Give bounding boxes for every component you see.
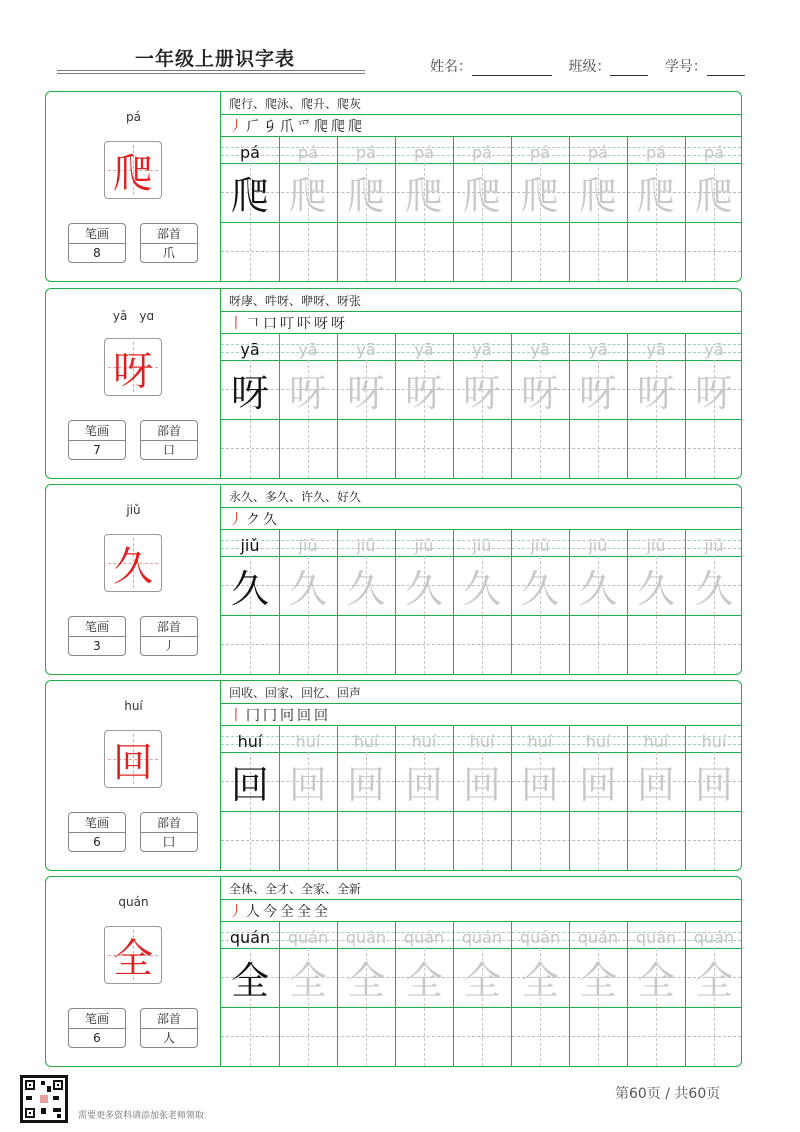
stroke-count-value: 7 bbox=[93, 443, 101, 457]
grid-line bbox=[221, 311, 741, 312]
practice-character[interactable]: 回 bbox=[288, 762, 327, 807]
practice-character: 回 bbox=[230, 762, 269, 807]
practice-character[interactable]: 久 bbox=[404, 566, 443, 611]
stroke-count-box bbox=[68, 812, 126, 852]
practice-character[interactable]: 呀 bbox=[578, 370, 617, 415]
character-pinyin: jiǔ bbox=[126, 503, 141, 517]
stroke-step: 爫 bbox=[297, 119, 311, 135]
radical-box bbox=[140, 812, 198, 852]
practice-character[interactable]: 爬 bbox=[578, 173, 617, 218]
practice-grid bbox=[221, 485, 741, 674]
target-character: 全 bbox=[113, 935, 153, 982]
practice-pinyin[interactable]: huí bbox=[643, 732, 669, 751]
stroke-count-value: 8 bbox=[93, 246, 101, 260]
character-pinyin: yā yɑ bbox=[112, 309, 155, 323]
stroke-step: 今 bbox=[263, 904, 277, 920]
radical-box bbox=[140, 1008, 198, 1048]
page-title: 一年级上册识字表 bbox=[134, 48, 295, 70]
stroke-order bbox=[229, 706, 328, 724]
practice-character[interactable]: 全 bbox=[288, 958, 327, 1003]
character-info-panel bbox=[46, 485, 221, 674]
practice-grid bbox=[221, 681, 741, 870]
practice-pinyin[interactable]: huí bbox=[701, 732, 727, 751]
stroke-count-value: 6 bbox=[93, 1031, 101, 1045]
stroke-count-value: 6 bbox=[93, 835, 101, 849]
practice-pinyin[interactable]: yā bbox=[414, 340, 434, 359]
practice-pinyin[interactable]: huí bbox=[527, 732, 553, 751]
radical-value: 口 bbox=[162, 443, 175, 457]
example-words: 回收、回家、回忆、回声 bbox=[229, 686, 362, 700]
stroke-step: 呀 bbox=[314, 316, 328, 332]
practice-pinyin: yā bbox=[240, 340, 260, 359]
practice-pinyin[interactable]: jiǔ bbox=[530, 536, 550, 555]
character-box bbox=[104, 534, 162, 592]
example-words: 永久、多久、许久、好久 bbox=[229, 490, 362, 504]
practice-pinyin[interactable]: jiǔ bbox=[472, 536, 492, 555]
practice-pinyin[interactable]: pá bbox=[646, 143, 666, 162]
radical-label: 部首 bbox=[141, 1009, 197, 1029]
stroke-step: 久 bbox=[263, 512, 277, 528]
target-character: 爬 bbox=[113, 150, 153, 197]
practice-character: 久 bbox=[230, 566, 269, 611]
grid-line bbox=[221, 1007, 741, 1008]
practice-character[interactable]: 呀 bbox=[346, 370, 385, 415]
radical-label: 部首 bbox=[141, 617, 197, 637]
stroke-step: 口 bbox=[263, 316, 277, 332]
stroke-step: 冋 bbox=[280, 708, 294, 724]
stroke-step: 冂 bbox=[246, 708, 260, 724]
character-card bbox=[45, 876, 742, 1067]
student-info bbox=[430, 56, 757, 76]
practice-character[interactable]: 全 bbox=[346, 958, 385, 1003]
practice-character[interactable]: 久 bbox=[462, 566, 501, 611]
practice-character[interactable]: 回 bbox=[520, 762, 559, 807]
practice-pinyin[interactable]: yā bbox=[472, 340, 492, 359]
stroke-step: 全 bbox=[297, 904, 311, 920]
practice-character[interactable]: 爬 bbox=[288, 173, 327, 218]
practice-character[interactable]: 呀 bbox=[462, 370, 501, 415]
practice-pinyin[interactable]: pá bbox=[530, 143, 550, 162]
stroke-count-box bbox=[68, 420, 126, 460]
practice-character[interactable]: 久 bbox=[288, 566, 327, 611]
practice-character[interactable]: 爬 bbox=[694, 173, 733, 218]
title-underline bbox=[57, 73, 365, 74]
stroke-count-label: 笔画 bbox=[69, 1009, 125, 1029]
stroke-step: 爬 bbox=[331, 119, 345, 135]
practice-character[interactable]: 全 bbox=[578, 958, 617, 1003]
practice-pinyin[interactable]: quán bbox=[519, 928, 561, 947]
practice-character[interactable]: 爬 bbox=[404, 173, 443, 218]
practice-character[interactable]: 全 bbox=[636, 958, 675, 1003]
grid-line bbox=[221, 703, 741, 704]
practice-character[interactable]: 呀 bbox=[520, 370, 559, 415]
practice-pinyin[interactable]: yā bbox=[588, 340, 608, 359]
stroke-step: 𠂎 bbox=[263, 119, 277, 135]
grid-line bbox=[221, 114, 741, 115]
stroke-step: 𠂆 bbox=[246, 119, 260, 135]
practice-pinyin[interactable]: quán bbox=[577, 928, 619, 947]
practice-character[interactable]: 呀 bbox=[694, 370, 733, 415]
char-guide-line bbox=[221, 840, 741, 841]
practice-pinyin[interactable]: pá bbox=[298, 143, 318, 162]
practice-character: 呀 bbox=[230, 370, 269, 415]
example-words: 全体、全才、全家、全新 bbox=[229, 882, 362, 896]
practice-grid bbox=[221, 877, 741, 1066]
grid-line bbox=[221, 921, 741, 922]
practice-character[interactable]: 久 bbox=[578, 566, 617, 611]
class-field[interactable]: 班级： bbox=[568, 59, 648, 75]
practice-pinyin[interactable]: jiǔ bbox=[414, 536, 434, 555]
practice-character[interactable]: 呀 bbox=[288, 370, 327, 415]
stroke-step: 丿 bbox=[229, 904, 243, 920]
practice-pinyin[interactable]: quán bbox=[635, 928, 677, 947]
practice-pinyin[interactable]: yā bbox=[530, 340, 550, 359]
practice-character[interactable]: 久 bbox=[694, 566, 733, 611]
character-pinyin: huí bbox=[124, 699, 143, 713]
practice-pinyin[interactable]: pá bbox=[588, 143, 608, 162]
radical-value: 爪 bbox=[162, 246, 175, 260]
practice-character[interactable]: 回 bbox=[636, 762, 675, 807]
avatar-icon bbox=[39, 1094, 49, 1104]
stroke-count-label: 笔画 bbox=[69, 421, 125, 441]
stroke-order bbox=[229, 314, 345, 332]
radical-box bbox=[140, 616, 198, 656]
character-info-panel bbox=[46, 681, 221, 870]
practice-pinyin[interactable]: yā bbox=[704, 340, 724, 359]
practice-pinyin[interactable]: huí bbox=[295, 732, 321, 751]
character-card bbox=[45, 288, 742, 479]
stroke-order bbox=[229, 117, 362, 135]
practice-character[interactable]: 爬 bbox=[346, 173, 385, 218]
practice-character[interactable]: 回 bbox=[346, 762, 385, 807]
stroke-step: 叮 bbox=[280, 316, 294, 332]
grid-line bbox=[221, 615, 741, 616]
stroke-step: 回 bbox=[297, 708, 311, 724]
practice-character[interactable]: 爬 bbox=[636, 173, 675, 218]
title-underline bbox=[57, 70, 365, 71]
stroke-step: 吓 bbox=[297, 316, 311, 332]
stroke-step: 呀 bbox=[331, 316, 345, 332]
grid-line bbox=[221, 811, 741, 812]
target-character: 呀 bbox=[113, 347, 153, 394]
name-field[interactable]: 姓名： bbox=[430, 59, 552, 75]
practice-pinyin[interactable]: quán bbox=[693, 928, 735, 947]
stroke-count-box bbox=[68, 223, 126, 263]
stroke-count-value: 3 bbox=[93, 639, 101, 653]
practice-character[interactable]: 呀 bbox=[636, 370, 675, 415]
radical-label: 部首 bbox=[141, 224, 197, 244]
stroke-count-label: 笔画 bbox=[69, 224, 125, 244]
practice-pinyin: pá bbox=[240, 143, 260, 162]
practice-character[interactable]: 久 bbox=[636, 566, 675, 611]
stroke-order bbox=[229, 902, 328, 920]
char-guide-line bbox=[221, 251, 741, 252]
stroke-count-label: 笔画 bbox=[69, 813, 125, 833]
stroke-step: 回 bbox=[314, 708, 328, 724]
grid-line bbox=[221, 419, 741, 420]
practice-pinyin[interactable]: jiǔ bbox=[356, 536, 376, 555]
practice-pinyin[interactable]: quán bbox=[345, 928, 387, 947]
practice-character[interactable]: 全 bbox=[404, 958, 443, 1003]
practice-pinyin[interactable]: quán bbox=[461, 928, 503, 947]
character-pinyin: pá bbox=[126, 110, 141, 124]
char-guide-line bbox=[221, 1036, 741, 1037]
stroke-step: 爪 bbox=[280, 119, 294, 135]
practice-pinyin[interactable]: yā bbox=[646, 340, 666, 359]
radical-value: 丿 bbox=[162, 639, 175, 653]
practice-grid bbox=[221, 92, 741, 281]
target-character: 久 bbox=[113, 543, 153, 590]
practice-pinyin[interactable]: pá bbox=[414, 143, 434, 162]
practice-pinyin[interactable]: jiǔ bbox=[588, 536, 608, 555]
stroke-step: 爬 bbox=[348, 119, 362, 135]
practice-character[interactable]: 回 bbox=[462, 762, 501, 807]
stroke-step: ク bbox=[246, 512, 260, 528]
grid-line bbox=[221, 725, 741, 726]
stroke-order bbox=[229, 510, 277, 528]
practice-character[interactable]: 全 bbox=[520, 958, 559, 1003]
practice-character[interactable]: 呀 bbox=[404, 370, 443, 415]
stroke-step: 全 bbox=[314, 904, 328, 920]
stroke-step: 冂 bbox=[263, 708, 277, 724]
stroke-step: 丨 bbox=[229, 316, 243, 332]
practice-character[interactable]: 爬 bbox=[462, 173, 501, 218]
practice-character: 爬 bbox=[230, 173, 269, 218]
character-card bbox=[45, 91, 742, 282]
practice-pinyin[interactable]: huí bbox=[469, 732, 495, 751]
practice-pinyin: quán bbox=[229, 928, 271, 947]
character-card bbox=[45, 484, 742, 675]
stroke-count-label: 笔画 bbox=[69, 617, 125, 637]
practice-character[interactable]: 爬 bbox=[520, 173, 559, 218]
grid-line bbox=[221, 333, 741, 334]
char-guide-line bbox=[221, 448, 741, 449]
practice-pinyin[interactable]: jiǔ bbox=[298, 536, 318, 555]
practice-grid bbox=[221, 289, 741, 478]
practice-character[interactable]: 全 bbox=[694, 958, 733, 1003]
practice-pinyin[interactable]: pá bbox=[356, 143, 376, 162]
page-number: 第60页 / 共60页 bbox=[615, 1086, 721, 1102]
example-words: 爬行、爬泳、爬升、爬灰 bbox=[229, 97, 362, 111]
practice-pinyin[interactable]: yā bbox=[356, 340, 376, 359]
stroke-step: 全 bbox=[280, 904, 294, 920]
practice-character: 全 bbox=[230, 958, 269, 1003]
grid-line bbox=[221, 529, 741, 530]
practice-character[interactable]: 回 bbox=[578, 762, 617, 807]
practice-pinyin[interactable]: jiǔ bbox=[646, 536, 666, 555]
grid-line bbox=[221, 899, 741, 900]
practice-pinyin: jiǔ bbox=[240, 536, 260, 555]
practice-pinyin[interactable]: quán bbox=[287, 928, 329, 947]
practice-pinyin[interactable]: jiǔ bbox=[704, 536, 724, 555]
practice-character[interactable]: 回 bbox=[404, 762, 443, 807]
character-info-panel bbox=[46, 877, 221, 1066]
stroke-step: 丨 bbox=[229, 708, 243, 724]
practice-pinyin[interactable]: pá bbox=[704, 143, 724, 162]
student-number-field[interactable]: 学号： bbox=[665, 59, 745, 75]
footer-note: 需要更多资料请添加张老师领取 bbox=[78, 1111, 205, 1121]
grid-line bbox=[221, 222, 741, 223]
stroke-step: 𠃍 bbox=[246, 316, 260, 332]
character-box bbox=[104, 730, 162, 788]
practice-character[interactable]: 久 bbox=[520, 566, 559, 611]
practice-pinyin: huí bbox=[237, 732, 263, 751]
character-box bbox=[104, 926, 162, 984]
stroke-step: 丿 bbox=[229, 512, 243, 528]
qr-code[interactable] bbox=[20, 1075, 68, 1123]
example-words: 呀庨、吽呀、咿呀、呀张 bbox=[229, 294, 362, 308]
char-guide-line bbox=[221, 644, 741, 645]
practice-character[interactable]: 全 bbox=[462, 958, 501, 1003]
practice-pinyin[interactable]: huí bbox=[411, 732, 437, 751]
stroke-step: 爬 bbox=[314, 119, 328, 135]
grid-line bbox=[221, 136, 741, 137]
stroke-count-box bbox=[68, 616, 126, 656]
radical-value: 人 bbox=[162, 1031, 175, 1045]
radical-box bbox=[140, 223, 198, 263]
radical-label: 部首 bbox=[141, 421, 197, 441]
character-pinyin: quán bbox=[118, 895, 149, 909]
radical-box bbox=[140, 420, 198, 460]
character-box bbox=[104, 338, 162, 396]
target-character: 回 bbox=[113, 739, 153, 786]
stroke-count-box bbox=[68, 1008, 126, 1048]
character-card bbox=[45, 680, 742, 871]
practice-character[interactable]: 久 bbox=[346, 566, 385, 611]
radical-label: 部首 bbox=[141, 813, 197, 833]
character-box bbox=[104, 141, 162, 199]
character-info-panel bbox=[46, 289, 221, 478]
stroke-step: 人 bbox=[246, 904, 260, 920]
practice-pinyin[interactable]: quán bbox=[403, 928, 445, 947]
practice-pinyin[interactable]: huí bbox=[353, 732, 379, 751]
practice-pinyin[interactable]: yā bbox=[298, 340, 318, 359]
practice-pinyin[interactable]: huí bbox=[585, 732, 611, 751]
practice-character[interactable]: 回 bbox=[694, 762, 733, 807]
radical-value: 囗 bbox=[162, 835, 175, 849]
practice-pinyin[interactable]: pá bbox=[472, 143, 492, 162]
stroke-step: 丿 bbox=[229, 119, 243, 135]
grid-line bbox=[221, 507, 741, 508]
character-info-panel bbox=[46, 92, 221, 281]
